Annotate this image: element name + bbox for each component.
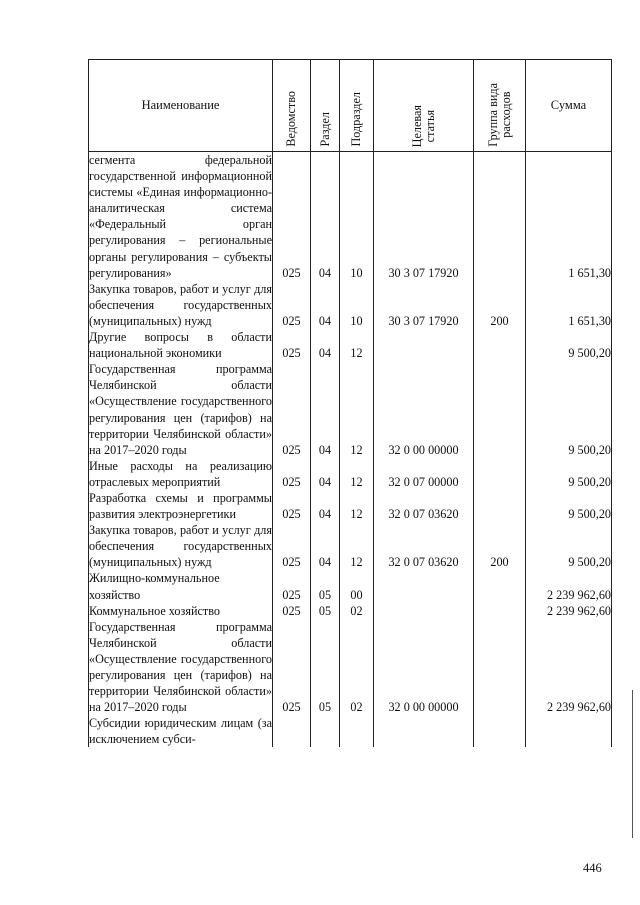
row-amount xyxy=(526,715,612,747)
header-name: Наименование xyxy=(89,60,273,152)
row-section: 04 xyxy=(311,458,340,490)
row-department: 025 xyxy=(273,603,311,619)
row-department: 025 xyxy=(273,458,311,490)
row-amount: 9 500,20 xyxy=(526,458,612,490)
row-section: 05 xyxy=(311,570,340,602)
row-target-article xyxy=(374,570,474,602)
row-name: Закупка товаров, работ и услуг для обеспечения государственных (муниципальных) нужд xyxy=(89,281,272,328)
row-subsection: 12 xyxy=(340,329,374,361)
table-row xyxy=(89,361,612,458)
row-subsection: 10 xyxy=(340,281,374,329)
row-section: 04 xyxy=(311,522,340,570)
row-department: 025 xyxy=(273,361,311,458)
row-target-article: 32 0 07 03620 xyxy=(374,522,474,570)
row-target-article xyxy=(374,715,474,747)
header-section: Раздел xyxy=(311,60,340,152)
row-subsection: 12 xyxy=(340,522,374,570)
table-row xyxy=(89,522,612,570)
margin-line xyxy=(632,690,633,838)
table-row xyxy=(89,152,612,281)
row-expense-group xyxy=(474,329,526,361)
row-expense-group: 200 xyxy=(474,522,526,570)
row-department: 025 xyxy=(273,329,311,361)
row-name: Другие вопросы в области национальной экономики xyxy=(89,330,272,361)
table-row xyxy=(89,458,612,490)
row-name: Иные расходы на реализацию отраслевых мероприятий xyxy=(89,458,272,489)
row-amount: 2 239 962,60 xyxy=(526,603,612,619)
row-amount: 9 500,20 xyxy=(526,329,612,361)
row-target-article: 32 0 00 00000 xyxy=(374,619,474,716)
row-department: 025 xyxy=(273,619,311,716)
header-target-article: Целевая статья xyxy=(374,60,474,152)
row-section: 04 xyxy=(311,152,340,281)
table-header-row xyxy=(89,60,612,152)
table-row xyxy=(89,603,612,619)
row-department: 025 xyxy=(273,490,311,522)
page-number: 446 xyxy=(583,861,602,875)
row-expense-group xyxy=(474,715,526,747)
row-section: 04 xyxy=(311,490,340,522)
table-row xyxy=(89,570,612,602)
row-expense-group xyxy=(474,458,526,490)
row-subsection: 02 xyxy=(340,619,374,716)
table-row xyxy=(89,329,612,361)
row-section: 05 xyxy=(311,619,340,716)
row-subsection: 12 xyxy=(340,490,374,522)
row-name: Разработка схемы и программы развития электроэнергетики xyxy=(89,490,272,522)
row-department: 025 xyxy=(273,152,311,281)
row-target-article xyxy=(374,603,474,619)
row-amount: 1 651,30 xyxy=(526,152,612,281)
row-expense-group: 200 xyxy=(474,281,526,329)
budget-table xyxy=(88,59,612,747)
row-amount: 2 239 962,60 xyxy=(526,570,612,602)
row-name: Коммунальное хозяйство xyxy=(89,603,273,619)
row-amount: 1 651,30 xyxy=(526,281,612,329)
row-target-article xyxy=(374,329,474,361)
row-section: 04 xyxy=(311,361,340,458)
row-name: Закупка товаров, работ и услуг для обеспечения государственных (муниципальных) нужд xyxy=(89,523,272,570)
row-target-article: 32 0 00 00000 xyxy=(374,361,474,458)
row-subsection: 12 xyxy=(340,458,374,490)
row-section: 04 xyxy=(311,281,340,329)
header-expense-group: Группа вида расходов xyxy=(474,60,526,152)
row-subsection: 10 xyxy=(340,152,374,281)
header-subsection: Подраздел xyxy=(340,60,374,152)
row-expense-group xyxy=(474,152,526,281)
table-row xyxy=(89,715,612,747)
table-body xyxy=(89,152,612,748)
row-target-article: 30 3 07 17920 xyxy=(374,281,474,329)
row-amount: 9 500,20 xyxy=(526,361,612,458)
row-name: Субсидии юридическим лицам (за исключением субси- xyxy=(89,716,272,747)
row-section: 05 xyxy=(311,603,340,619)
row-name: Государственная программа Челябинской области «Осуществление государственного регулирования цен (тарифов) на территории Челябинской области» на 2017–2020 годы xyxy=(89,619,272,715)
table-row xyxy=(89,490,612,522)
row-expense-group xyxy=(474,490,526,522)
row-department: 025 xyxy=(273,522,311,570)
row-amount: 9 500,20 xyxy=(526,522,612,570)
row-subsection: 02 xyxy=(340,603,374,619)
row-name: сегмента федеральной государственной информационной системы «Единая информационно-аналитическая система «Федеральный орган регулирования – региональные органы регулирования – субъекты регулирования» xyxy=(89,153,272,280)
row-department xyxy=(273,715,311,747)
row-section: 04 xyxy=(311,329,340,361)
row-section xyxy=(311,715,340,747)
table-row xyxy=(89,281,612,329)
row-target-article: 32 0 07 03620 xyxy=(374,490,474,522)
row-amount: 9 500,20 xyxy=(526,490,612,522)
row-name: Жилищно-коммунальное хозяйство xyxy=(89,570,273,602)
table-row xyxy=(89,619,612,716)
row-department: 025 xyxy=(273,570,311,602)
row-expense-group xyxy=(474,361,526,458)
row-target-article: 32 0 07 00000 xyxy=(374,458,474,490)
row-expense-group xyxy=(474,603,526,619)
row-subsection xyxy=(340,715,374,747)
row-name: Государственная программа Челябинской области «Осуществление государственного регулирования цен (тарифов) на территории Челябинской области» на 2017–2020 годы xyxy=(89,362,272,457)
row-expense-group xyxy=(474,570,526,602)
row-subsection: 12 xyxy=(340,361,374,458)
header-amount: Сумма xyxy=(526,60,612,152)
row-department: 025 xyxy=(273,281,311,329)
row-target-article: 30 3 07 17920 xyxy=(374,152,474,281)
row-expense-group xyxy=(474,619,526,716)
row-subsection: 00 xyxy=(340,570,374,602)
header-department: Ведомство xyxy=(273,60,311,152)
row-amount: 2 239 962,60 xyxy=(526,619,612,716)
